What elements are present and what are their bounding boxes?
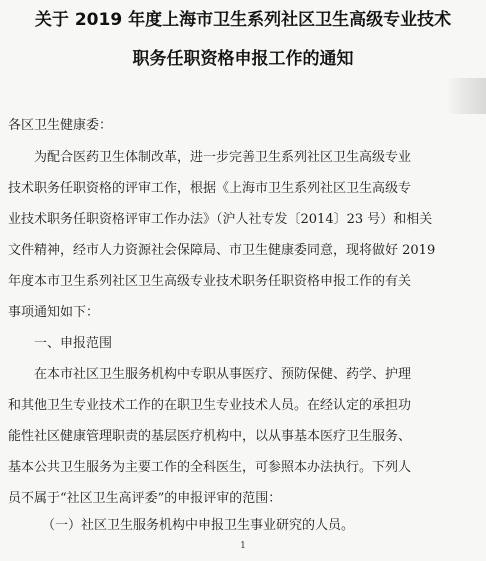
paragraph-2-line-3: 能性社区健康管理职责的基层医疗机构中，以从事基本医疗卫生服务、 (8, 429, 412, 444)
list-item-1: （一）社区卫生服务机构中申报卫生事业研究的人员。 (42, 518, 355, 533)
paragraph-2-line-2: 和其他卫生专业技术工作的在职卫生专业技术人员。在经认定的承担功 (8, 398, 412, 413)
paragraph-2-line-5: 员不属于“社区卫生高评委”的申报评审的范围： (8, 491, 282, 506)
paragraph-1-line-5: 年度本市卫生系列社区卫生高级专业技术职务任职资格申报工作的有关 (8, 274, 412, 289)
page-number: 1 (240, 541, 246, 551)
scan-artifact (446, 78, 486, 114)
paragraph-1-line-3: 业技术职务任职资格评审工作办法》（沪人社专发〔2014〕23 号）和相关 (8, 212, 433, 227)
paragraph-2-line-4: 基本公共卫生服务为主要工作的全科医生，可参照本办法执行。下列人 (8, 460, 412, 475)
document-title-line-2: 职务任职资格申报工作的通知 (132, 49, 354, 69)
paragraph-1-line-6: 事项通知如下： (8, 305, 100, 320)
document-title-line-1: 关于 2019 年度上海市卫生系列社区卫生高级专业技术 (34, 10, 452, 30)
paragraph-2-line-1: 在本市社区卫生服务机构中专职从事医疗、预防保健、药学、护理 (34, 367, 412, 382)
paragraph-1-line-2: 技术职务任职资格的评审工作，根据《上海市卫生系列社区卫生高级专 (8, 181, 412, 196)
paragraph-1-line-1: 为配合医药卫生体制改革，进一步完善卫生系列社区卫生高级专业 (34, 150, 412, 165)
section-heading: 一、申报范围 (34, 336, 113, 351)
salutation: 各区卫生健康委： (8, 118, 113, 133)
paragraph-1-line-4: 文件精神，经市人力资源社会保障局、市卫生健康委同意，现将做好 2019 (8, 243, 436, 258)
